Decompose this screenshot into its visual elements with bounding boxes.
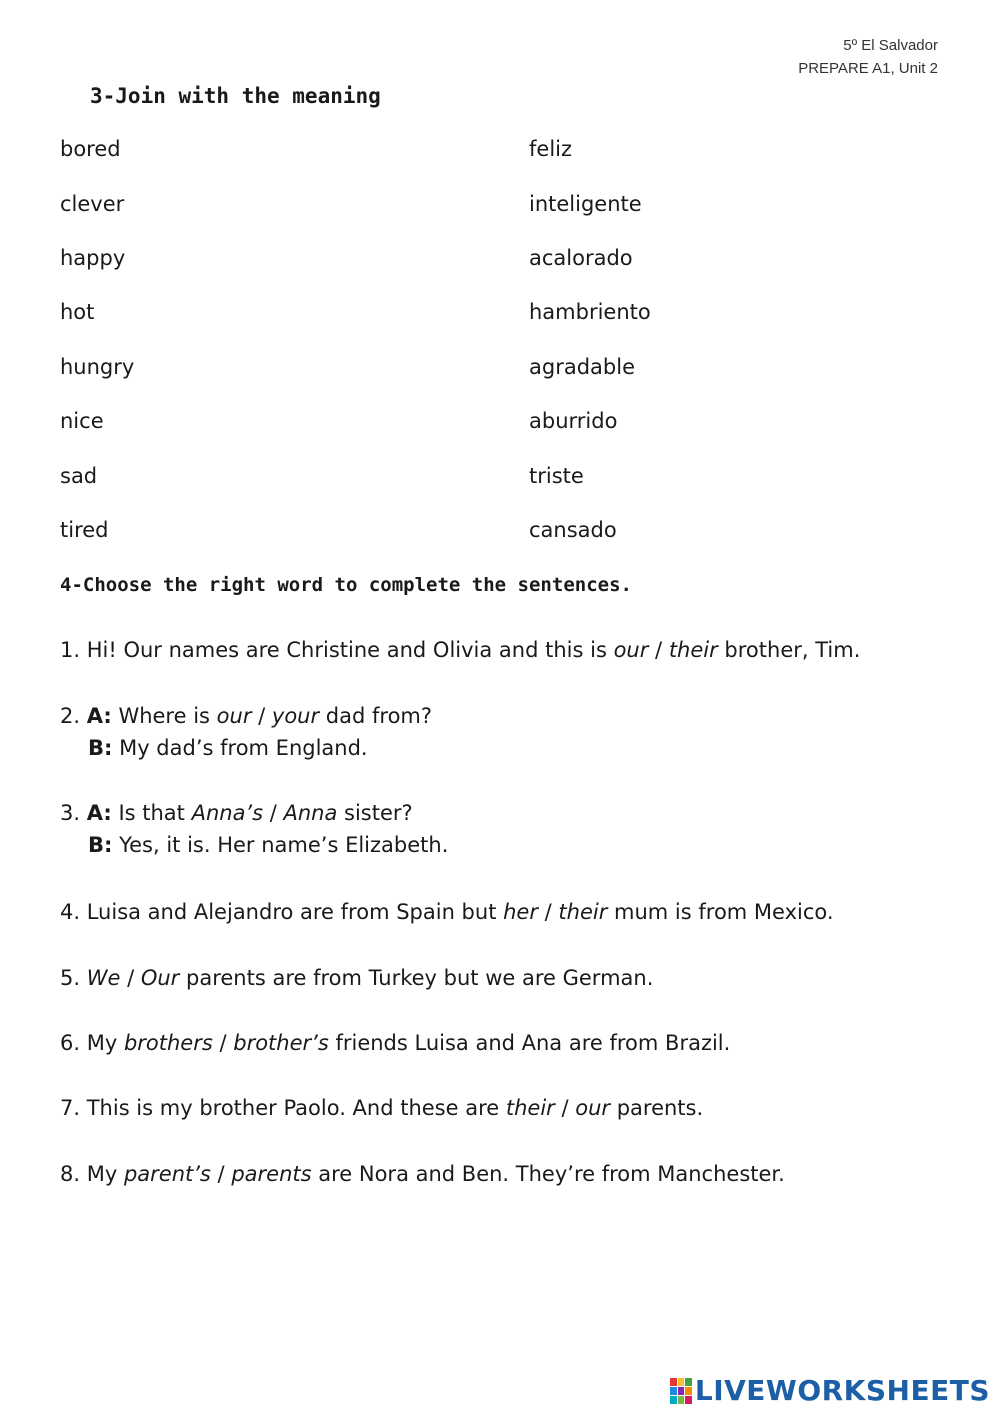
option-a[interactable]: parent’s: [123, 1162, 211, 1186]
option-a[interactable]: brothers: [123, 1031, 213, 1055]
english-word[interactable]: hungry: [60, 355, 135, 379]
option-a[interactable]: our: [216, 704, 252, 728]
sentence-text: mum is from Mexico.: [607, 900, 834, 924]
speaker-a: A:: [86, 704, 112, 728]
option-a[interactable]: her: [503, 900, 538, 924]
option-separator: /: [648, 638, 669, 662]
logo-mark-icon: [670, 1378, 692, 1404]
sentence-number: 2.: [60, 704, 87, 728]
sentence-2: [60, 704, 432, 760]
sentence-5: [60, 966, 653, 990]
sentence-text: Is that: [111, 801, 192, 825]
sentence-7: [60, 1096, 703, 1120]
option-a[interactable]: their: [505, 1096, 555, 1120]
sentence-text: Where is: [111, 704, 217, 728]
option-separator: /: [263, 801, 284, 825]
option-separator: /: [210, 1162, 232, 1186]
sentence-text: sister?: [337, 801, 413, 825]
sentence-3: [60, 801, 448, 857]
reply-text: My dad’s from England.: [112, 736, 368, 760]
section-3-title: 3-Join with the meaning: [90, 84, 381, 108]
english-word[interactable]: sad: [60, 464, 98, 488]
sentence-6: [60, 1031, 730, 1055]
spanish-word[interactable]: inteligente: [529, 192, 642, 216]
option-b[interactable]: Anna: [283, 801, 338, 825]
sentence-number: 6.: [60, 1031, 87, 1055]
option-separator: /: [251, 704, 272, 728]
spanish-word[interactable]: aburrido: [529, 409, 618, 433]
dialogue-reply: [60, 736, 432, 760]
header-class: 5º El Salvador: [843, 37, 938, 54]
logo-text: LIVEWORKSHEETS: [694, 1374, 990, 1407]
option-b[interactable]: their: [668, 638, 718, 662]
option-b[interactable]: brother’s: [233, 1031, 329, 1055]
english-word[interactable]: tired: [60, 518, 109, 542]
option-separator: /: [120, 966, 141, 990]
sentence-text: My: [86, 1031, 124, 1055]
sentence-text: Luisa and Alejandro are from Spain but: [86, 900, 504, 924]
speaker-b: B:: [88, 736, 113, 760]
sentence-text: This is my brother Paolo. And these are: [86, 1096, 506, 1120]
document-header: [798, 34, 938, 80]
header-unit: PREPARE A1, Unit 2: [798, 60, 938, 77]
spanish-word[interactable]: triste: [529, 464, 584, 488]
sentence-number: 1.: [60, 638, 87, 662]
option-a[interactable]: Anna’s: [191, 801, 264, 825]
sentence-number: 4.: [60, 900, 87, 924]
sentence-text: parents.: [610, 1096, 704, 1120]
spanish-word[interactable]: feliz: [529, 137, 573, 161]
sentence-text: dad from?: [319, 704, 433, 728]
english-word[interactable]: nice: [60, 409, 104, 433]
spanish-word[interactable]: agradable: [529, 355, 635, 379]
option-b[interactable]: your: [271, 704, 320, 728]
sentence-text: parents are from Turkey but we are German.: [179, 966, 654, 990]
option-a[interactable]: We: [86, 966, 121, 990]
english-word[interactable]: hot: [60, 300, 95, 324]
dialogue-reply: [60, 833, 448, 857]
sentence-1: [60, 638, 860, 662]
sentence-number: 3.: [60, 801, 87, 825]
sentence-text: are Nora and Ben. They’re from Manchester.: [311, 1162, 785, 1186]
option-b[interactable]: their: [558, 900, 608, 924]
option-separator: /: [212, 1031, 234, 1055]
spanish-word[interactable]: cansado: [529, 518, 617, 542]
sentence-text: Hi! Our names are Christine and Olivia and this is: [86, 638, 614, 662]
sentence-8: [60, 1162, 785, 1186]
sentence-number: 5.: [60, 966, 87, 990]
section-4-title: 4-Choose the right word to complete the sentences.: [60, 574, 632, 596]
option-b[interactable]: parents: [231, 1162, 312, 1186]
reply-text: Yes, it is. Her name’s Elizabeth.: [112, 833, 449, 857]
option-separator: /: [554, 1096, 576, 1120]
sentence-text: My: [86, 1162, 124, 1186]
option-separator: /: [537, 900, 559, 924]
liveworksheets-logo[interactable]: [670, 1374, 990, 1407]
option-a[interactable]: our: [613, 638, 649, 662]
english-word[interactable]: clever: [60, 192, 125, 216]
sentence-number: 8.: [60, 1162, 87, 1186]
english-word[interactable]: happy: [60, 246, 126, 270]
option-b[interactable]: Our: [140, 966, 180, 990]
speaker-b: B:: [88, 833, 113, 857]
spanish-word[interactable]: hambriento: [529, 300, 651, 324]
option-b[interactable]: our: [575, 1096, 611, 1120]
speaker-a: A:: [86, 801, 112, 825]
spanish-word[interactable]: acalorado: [529, 246, 633, 270]
sentence-text: brother, Tim.: [717, 638, 861, 662]
sentence-number: 7.: [60, 1096, 87, 1120]
sentence-4: [60, 900, 834, 924]
sentence-text: friends Luisa and Ana are from Brazil.: [328, 1031, 731, 1055]
english-word[interactable]: bored: [60, 137, 121, 161]
